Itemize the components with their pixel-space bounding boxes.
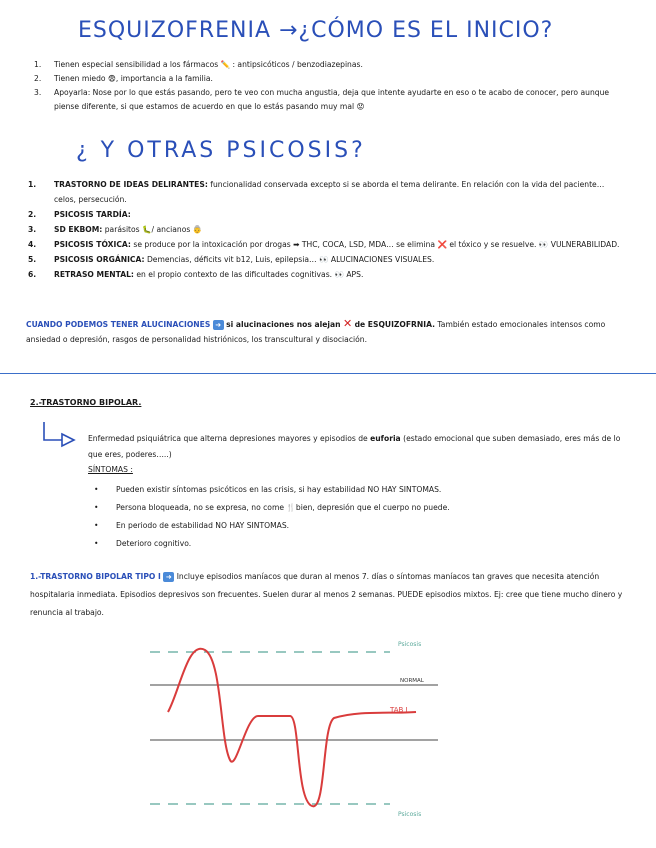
list-item: 6. RETRASO MENTAL: en el propio contexto de las dificultades cognitivas. 👀 APS. (28, 270, 364, 279)
list-item: 4. PSICOSIS TÓXICA: se produce por la intoxicación por drogas ➡ THC, COCA, LSD, MDA… se elimina ❌ el tóxico y se resuelve. 👀 VULNERABILIDAD. (28, 240, 620, 249)
list-item: • En periodo de estabilidad NO HAY SINTOMAS. (88, 517, 450, 535)
label-normal: NORMAL (400, 678, 424, 684)
label-tab: TAB I (390, 706, 408, 714)
list-item: 1. Tienen especial sensibilidad a los fármacos ✏️ : antipsicóticos / benzodiazepinas. (34, 60, 363, 69)
bipolar-tipo-1: 1.-TRASTORNO BIPOLAR TIPO I ➜ Incluye episodios maníacos que duran al menos 7. días o síntomas maníacos tan graves que necesita atención hospitalaria inmediata. Episodios depresivos son frecuentes. Suelen durar al menos 2 semanas. PUEDE episodios mixtos. Ej: cree que tiene mucho dinero y renuncia al trabajo. (30, 572, 623, 617)
list-item: 3. SD EKBOM: parásitos 🐛/ ancianos 👵 (28, 225, 203, 234)
section-divider (0, 373, 656, 374)
alucinaciones-note: CUANDO PODEMOS TENER ALUCINACIONES ➜ si alucinaciones nos alejan ✕ de ESQUIZOFRNIA. También estado emocionales intensos como ansiedad o depresión, rasgos de personalidad histriónicos, los transcultural y disociación. (26, 317, 606, 344)
list-item: • Deterioro cognitivo. (88, 535, 450, 553)
psicosis-list (24, 177, 624, 282)
list-item: 3. Apoyarla: Nose por lo que estás pasando, pero te veo con mucha angustia, deja que intente ayudarte en eso o te acabo de conocer, pero aunque piense diferente, si que estamos de acuerdo en que lo estás pasando muy mal 😟 (34, 88, 610, 111)
arrow-right-icon: ➜ (213, 320, 224, 330)
list-item: 2. PSICOSIS TARDÍA: (28, 210, 131, 219)
list-item: 1. TRASTORNO DE IDEAS DELIRANTES: funcionalidad conservada excepto si se aborda el tema delirante. En relación con la vida del paciente… celos, persecución. (28, 180, 605, 204)
label-psicosis-top: Psicosis (398, 641, 422, 648)
intro-list (24, 58, 624, 114)
cross-icon: ✕ (342, 317, 353, 330)
sintomas-list (88, 481, 450, 553)
list-item: 2. Tienen miedo 😨, importancia a la familia. (34, 74, 213, 83)
bipolar-description: Enfermedad psiquiátrica que alterna depresiones mayores y episodios de euforia (estado emocional que suben demasiado, eres más de lo que eres, poderes…..) (88, 434, 621, 459)
section-title-psicosis: ¿ Y OTRAS PSICOSIS? (76, 138, 366, 163)
sintomas-label: SÍNTOMAS : (88, 465, 133, 474)
list-item: • Persona bloqueada, no se expresa, no come 🍴bien, depresión que el cuerpo no puede. (88, 499, 450, 517)
list-item: 5. PSICOSIS ORGÁNICA: Demencias, déficits vit b12, Luis, epilepsia… 👀 ALUCINACIONES VISUALES. (28, 255, 435, 264)
label-psicosis-bottom: Psicosis (398, 811, 422, 818)
page-title: ESQUIZOFRENIA →¿CÓMO ES EL INICIO? (78, 18, 554, 43)
section-title-bipolar: 2.-TRASTORNO BIPOLAR. (30, 398, 142, 407)
arrow-right-icon: ➜ (163, 572, 174, 582)
mood-graph (150, 630, 450, 830)
arrow-icon (40, 418, 80, 454)
list-item: • Pueden existir síntomas psicóticos en las crisis, si hay estabilidad NO HAY SINTOMAS. (88, 481, 450, 499)
